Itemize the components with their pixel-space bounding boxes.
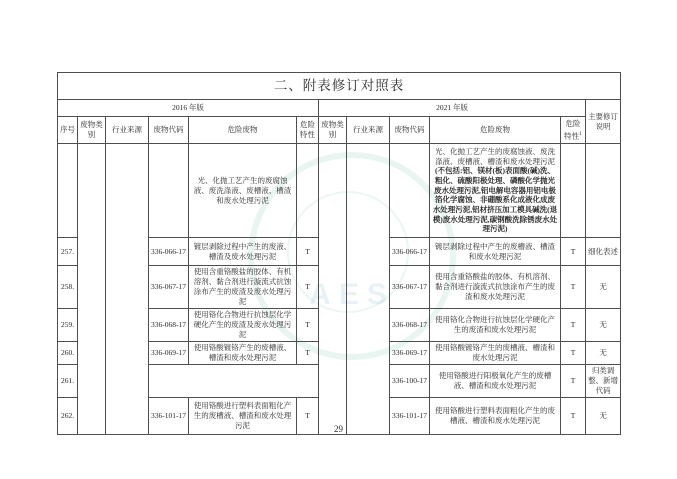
cell-waste-2016: 使用含重铬酸盐的胶体、有机溶剂、黏合剂进行漩流式抗蚀涂布产生的废渣及废水处理污泥	[189, 266, 297, 309]
cell-hazard-2021: T	[561, 309, 586, 342]
cell-note: 无	[586, 398, 621, 435]
note-column-header: 主要修订说明	[586, 100, 621, 144]
cell-waste-2021	[430, 144, 561, 238]
cell-code-2016: 336-069-17	[149, 342, 189, 365]
seal-letters: AES	[309, 278, 395, 311]
header-industry-2021: 行业来源	[347, 117, 390, 144]
cell-code-2021: 336-069-17	[390, 342, 430, 365]
header-waste-2021: 危险废物	[430, 117, 561, 144]
title-row	[58, 73, 621, 100]
cell-code-2021: 336-066-17	[390, 238, 430, 266]
cell-2016-empty	[149, 365, 319, 398]
header-code-2016: 废物代码	[149, 117, 189, 144]
cell-waste-2021: 使用铬酸镀铬产生的废槽液、槽渣和废水处理污泥	[430, 342, 561, 365]
cell-seq: 259.	[58, 309, 78, 342]
cell-note	[586, 144, 621, 238]
cell-code-2021: 336-068-17	[390, 309, 430, 342]
cell-industry-2021-empty	[347, 144, 390, 435]
cell-note: 无	[586, 309, 621, 342]
cell-waste-2021: 镀层剥除过程中产生的废槽液、槽渣和废水处理污泥	[430, 238, 561, 266]
cell-seq: 261.	[58, 365, 78, 398]
cell-hazard-2021: T	[561, 266, 586, 309]
table-row	[58, 144, 621, 238]
group-header-row	[58, 100, 621, 117]
cell-category-2021-empty	[319, 144, 347, 435]
cell-note: 无	[586, 266, 621, 309]
comparison-table	[57, 72, 620, 435]
header-hazard-2016: 危险特性	[297, 117, 319, 144]
cell-waste-2021: 使用铬酸进行阳极氧化产生的废槽液、槽渣和废水处理污泥	[430, 365, 561, 398]
cell-hazard-2016: T	[297, 309, 319, 342]
cell-code-2016: 336-101-17	[149, 398, 189, 435]
header-category-2021: 废物类别	[319, 117, 347, 144]
cell-note: 归类调整、新增代码	[586, 365, 621, 398]
cell-code-2021	[390, 144, 430, 238]
cell-code-2016: 336-068-17	[149, 309, 189, 342]
cell-note: 无	[586, 342, 621, 365]
header-hazard-2021	[561, 117, 586, 144]
cell-hazard-2016: T	[297, 266, 319, 309]
cell-waste-2021: 使用铬化合物进行抗蚀层化学硬化产生的废渣和废水处理污泥	[430, 309, 561, 342]
cell-waste-2021: 使用含重铬酸盐的胶体、有机溶剂、黏合剂进行漩流式抗蚀涂布产生的废渣和废水处理污泥	[430, 266, 561, 309]
cell-hazard-2021: T	[561, 238, 586, 266]
group-2021-header: 2021 年版	[319, 100, 586, 117]
cell-hazard-2021	[561, 144, 586, 238]
cell-waste-2016: 使用铬酸镀铬产生的废槽液、槽渣和废水处理污泥	[189, 342, 297, 365]
cell-code-2016: 336-067-17	[149, 266, 189, 309]
header-seq: 序号	[58, 117, 78, 144]
cell-hazard-2021: T	[561, 342, 586, 365]
header-category-2016: 废物类别	[78, 117, 106, 144]
cell-hazard-2016	[297, 144, 319, 238]
cell-seq: 262.	[58, 398, 78, 435]
cell-seq: 257.	[58, 238, 78, 266]
waste-2021-normal-text: 光、化抛工艺产生的废腐蚀液、废洗涤液、废槽液、槽渣和废水处理污泥	[435, 146, 555, 166]
cell-waste-2021: 使用铬酸进行塑料表面粗化产生的废槽液、槽渣和废水处理污泥	[430, 398, 561, 435]
page-number: 29	[334, 424, 343, 434]
cell-waste-2016: 镀层剥除过程中产生的废液、槽渣及废水处理污泥	[189, 238, 297, 266]
cell-seq: 260.	[58, 342, 78, 365]
cell-hazard-2021: T	[561, 398, 586, 435]
cell-hazard-2016: T	[297, 342, 319, 365]
cell-code-2021: 336-101-17	[390, 398, 430, 435]
cell-category-2016-empty	[78, 144, 106, 435]
cell-code-2016: 336-066-17	[149, 238, 189, 266]
header-industry-2016: 行业来源	[106, 117, 149, 144]
cell-code-2016	[149, 144, 189, 238]
cell-seq: 258.	[58, 266, 78, 309]
waste-2021-excluded-bold-text: (不包括:铝、镁材(板)表面酸(碱)洗、粗化、硫酸阳极处理、磷酸化学抛光废水处理污泥,铝电解电容器用铝电极箔化学腐蚀、非硼酸系化成液化成废水处理污泥,铝材挤压加工模具碱洗(退模)废水处理污泥,碳钢酸洗除锈废水处理污泥)	[432, 166, 558, 234]
cell-waste-2016: 光、化抛工艺产生的废腐蚀液、废洗涤液、废槽液、槽渣和废水处理污泥	[189, 144, 297, 238]
cell-hazard-2016: T	[297, 398, 319, 435]
header-waste-2016: 危险废物	[189, 117, 297, 144]
header-code-2021: 废物代码	[390, 117, 430, 144]
cell-code-2021: 336-100-17	[390, 365, 430, 398]
cell-hazard-2021: T	[561, 365, 586, 398]
revision-comparison-table	[57, 72, 621, 435]
header-hazard-2021-label: 危险特性	[564, 118, 581, 141]
cell-code-2021: 336-067-17	[390, 266, 430, 309]
hazard-footnote-mark: 1	[579, 130, 582, 137]
cell-seq	[58, 144, 78, 238]
cell-waste-2016: 使用铬酸进行塑料表面粗化产生的废槽液、槽渣和废水处理污泥	[189, 398, 297, 435]
group-2016-header: 2016 年版	[58, 100, 319, 117]
cell-industry-2016-empty	[106, 144, 149, 435]
cell-note: 细化表述	[586, 238, 621, 266]
page-title: 二、附表修订对照表	[58, 73, 621, 100]
column-header-row	[58, 117, 621, 144]
cell-waste-2016: 使用铬化合物进行抗蚀层化学硬化产生的废渣及废水处理污泥	[189, 309, 297, 342]
cell-hazard-2016: T	[297, 238, 319, 266]
